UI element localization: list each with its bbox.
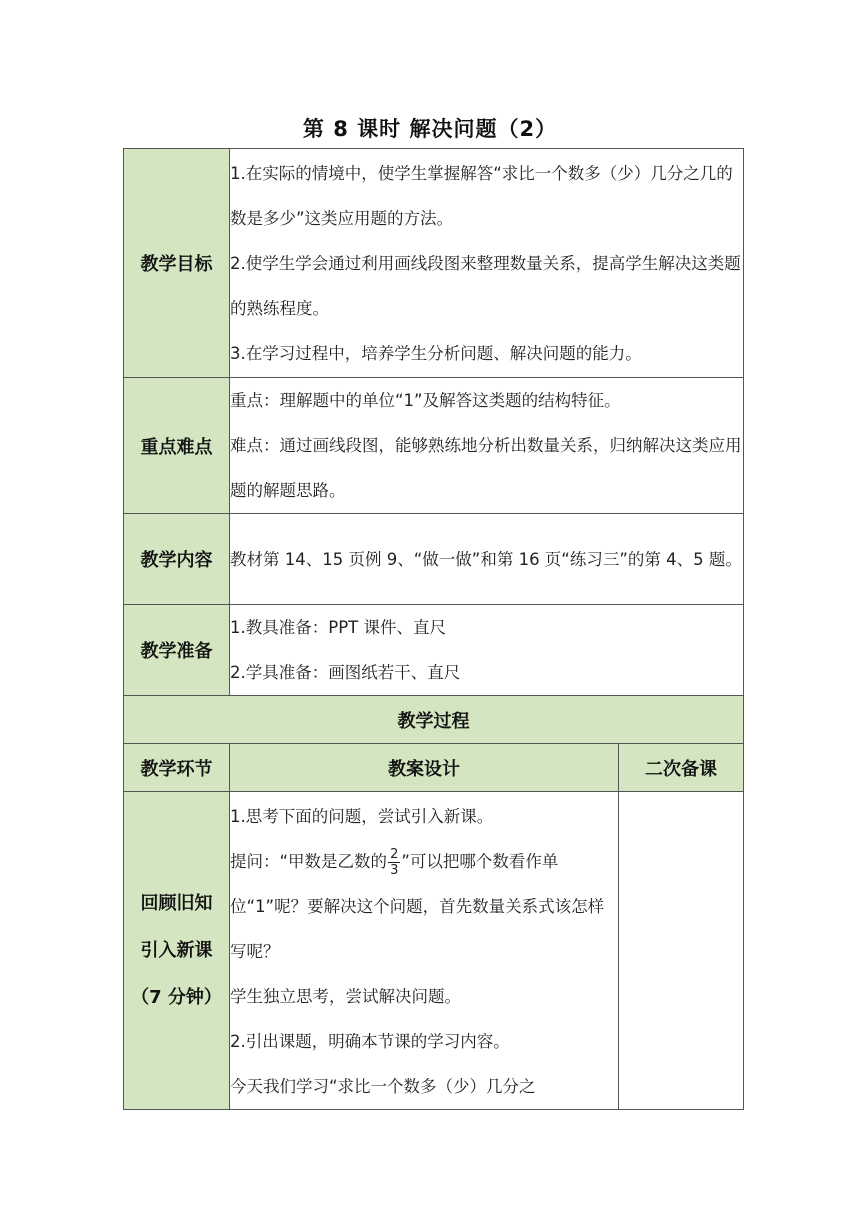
objectives-label: 教学目标 xyxy=(124,149,230,378)
column-header-design: 教案设计 xyxy=(230,744,619,792)
question-text-after: ”可以把哪个数看作单位“1”呢？要解决这个问题，首先数量关系式该怎样写呢？ xyxy=(230,852,605,961)
key-points-row xyxy=(124,378,744,514)
preparation-row xyxy=(124,605,744,696)
process-header-row xyxy=(124,696,744,744)
stage-line: 1.思考下面的问题，尝试引入新课。 xyxy=(230,807,494,826)
preparation-item: 1.教具准备：PPT 课件、直尺 xyxy=(230,618,446,637)
column-header-stage: 教学环节 xyxy=(124,744,230,792)
content-item: 教材第 14、15 页例 9、“做一做”和第 16 页“练习三”的第 4、5 题。 xyxy=(230,549,742,569)
preparation-content xyxy=(230,605,744,696)
objectives-content xyxy=(230,149,744,378)
preparation-item: 2.学具准备：画图纸若干、直尺 xyxy=(230,663,461,682)
fraction xyxy=(388,847,400,878)
objective-item: 2.使学生学会通过利用画线段图来整理数量关系，提高学生解决这类题的熟练程度。 xyxy=(230,253,741,318)
stage-question xyxy=(230,839,618,974)
content-label: 教学内容 xyxy=(124,514,230,605)
content-text xyxy=(230,514,744,605)
revision-cell xyxy=(619,792,744,1110)
page-title: 第 8 课时 解决问题（2） xyxy=(302,117,558,141)
lesson-plan-table xyxy=(123,148,744,1110)
key-points-label: 重点难点 xyxy=(124,378,230,514)
key-point-item: 难点：通过画线段图，能够熟练地分析出数量关系，归纳解决这类应用题的解题思路。 xyxy=(230,436,742,500)
stage-label-line: （7 分钟） xyxy=(131,987,222,1008)
key-points-content xyxy=(230,378,744,514)
preparation-label: 教学准备 xyxy=(124,605,230,696)
stage-label-line: 引入新课 xyxy=(140,940,213,961)
stage-line: 学生独立思考，尝试解决问题。 xyxy=(230,987,461,1006)
objective-item: 1.在实际的情境中，使学生掌握解答“求比一个数多（少）几分之几的数是多少”这类应用题的方法。 xyxy=(230,163,733,228)
stage-label-line: 回顾旧知 xyxy=(140,893,213,914)
key-point-item: 重点：理解题中的单位“1”及解答这类题的结构特征。 xyxy=(230,391,621,410)
fraction-numerator: 2 xyxy=(390,847,399,862)
stage-label xyxy=(124,792,230,1110)
objectives-row xyxy=(124,149,744,378)
column-header-revision: 二次备课 xyxy=(619,744,744,792)
stage-row xyxy=(124,792,744,1110)
stage-line: 2.引出课题，明确本节课的学习内容。 xyxy=(230,1032,510,1051)
objective-item: 3.在学习过程中，培养学生分析问题、解决问题的能力。 xyxy=(230,343,642,363)
column-header-row xyxy=(124,744,744,792)
stage-line: 今天我们学习“求比一个数多（少）几分之 xyxy=(230,1077,536,1096)
question-text-before: 提问：“甲数是乙数的 xyxy=(230,852,388,871)
process-header: 教学过程 xyxy=(124,696,744,744)
fraction-denominator: 3 xyxy=(390,863,399,878)
stage-design-content xyxy=(230,792,619,1110)
content-row xyxy=(124,514,744,605)
